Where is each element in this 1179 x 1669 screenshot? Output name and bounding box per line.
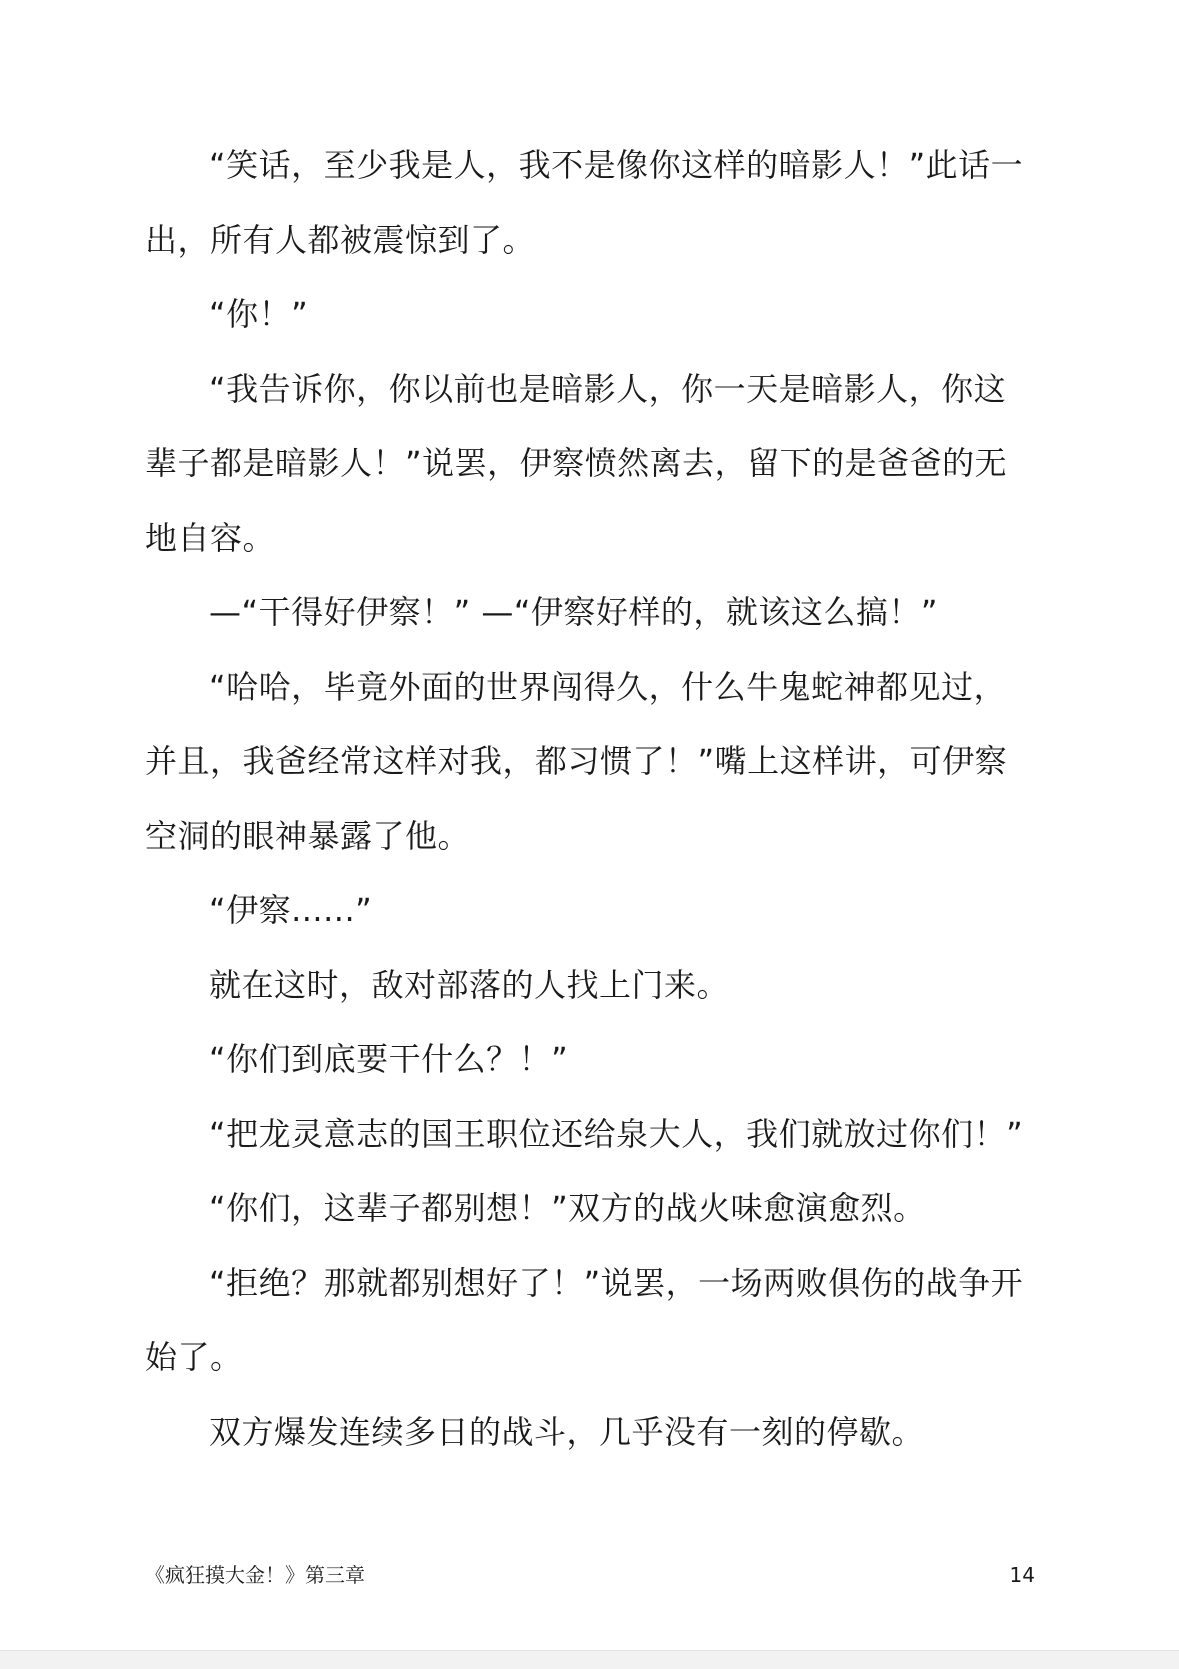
paragraph: —“干得好伊察！” —“伊察好样的，就该这么搞！” [209,593,938,631]
paragraph: “把龙灵意志的国王职位还给泉大人，我们就放过你们！” [209,1114,1024,1153]
paragraph: “我告诉你，你以前也是暗影人，你一天是暗影人，你这辈子都是暗影人！”说罢，伊察愤然离去，留下的是爸爸的无地自容。 [145,369,1008,557]
page-footer [145,1560,1035,1590]
chapter-body [145,128,1035,1469]
paragraph: “笑话，至少我是人，我不是像你这样的暗影人！”此话一出，所有人都被震惊到了。 [145,146,1024,259]
paragraph: “拒绝？那就都别想好了！”说罢，一场两败俱伤的战争开始了。 [145,1263,1024,1376]
paragraph: “你们到底要干什么？！” [209,1040,569,1078]
paragraph: “你们，这辈子都别想！”双方的战火味愈演愈烈。 [209,1189,926,1227]
paragraph: 双方爆发连续多日的战斗，几乎没有一刻的停歇。 [209,1412,925,1451]
paragraph: “你！” [209,295,309,333]
page-bottom-edge [0,1650,1179,1669]
paragraph: 就在这时，敌对部落的人找上门来。 [209,965,730,1004]
paragraph: “哈哈，毕竟外面的世界闯得久，什么牛鬼蛇神都见过，并且，我爸经常这样对我，都习惯了！”嘴上这样讲，可伊察空洞的眼神暴露了他。 [145,667,1008,855]
page-number: 14 [1009,1563,1035,1587]
paragraph: “伊察......” [209,891,373,929]
footer-book-title: 《疯狂摸大金！》第三章 [145,1563,365,1587]
